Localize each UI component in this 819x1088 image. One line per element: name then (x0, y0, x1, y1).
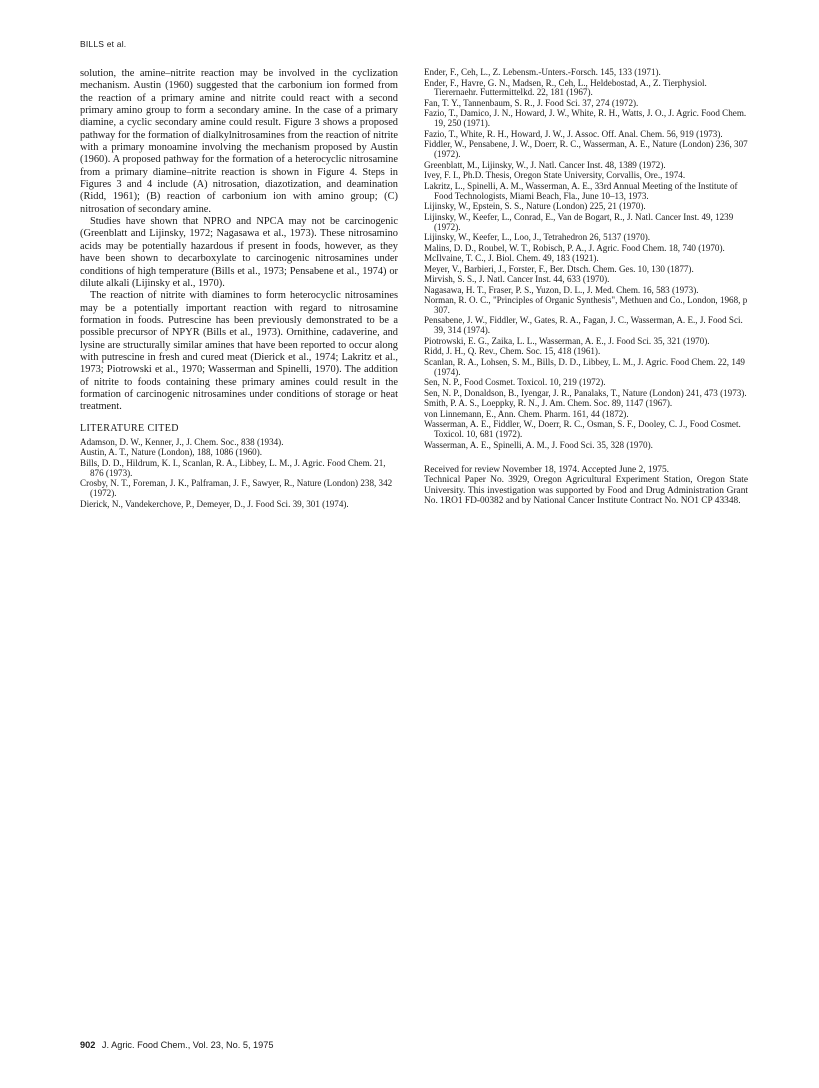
reference-item: Lijinsky, W., Epstein, S. S., Nature (London) 225, 21 (1970). (424, 201, 646, 212)
reference-item: von Linnemann, E., Ann. Chem. Pharm. 161, 44 (1872). (424, 408, 629, 419)
reference-item: Sen, N. P., Food Cosmet. Toxicol. 10, 219 (1972). (424, 377, 606, 388)
funding-note: Technical Paper No. 3929, Oregon Agricultural Experiment Station, Oregon State University. This investigation was supported by Food and Drug Administration Grant No. 1RO1 FD-00382 and by National Cancer Institute Contract No. NO1 CP 43348. (424, 475, 748, 507)
journal-citation: J. Agric. Food Chem., Vol. 23, No. 5, 1975 (101, 1040, 274, 1050)
reference-list (80, 438, 398, 510)
reference-item: Norman, R. O. C., "Principles of Organic Synthesis", Methuen and Co., London, 1968, p 307. (424, 295, 748, 315)
reference-item: Bills, D. D., Hildrum, K. I., Scanlan, R. A., Libbey, L. M., J. Agric. Food Chem. 21, 876 (1973). (80, 457, 386, 478)
reference-item: Mirvish, S. S., J. Natl. Cancer Inst. 44, 633 (1970). (424, 274, 610, 285)
reference-item: Ridd, J. H., Q. Rev., Chem. Soc. 15, 418 (1961). (424, 346, 601, 357)
reference-item: Ender, F., Havre, G. N., Madsen, R., Ceh, L., Heldebostad, A., Z. Tierphysiol. Tierernaehr. Futtermittelkd. 22, 181 (1967). (424, 77, 707, 98)
right-column (424, 68, 748, 507)
reference-item: Piotrowski, E. G., Zaika, L. L., Wasserman, A. E., J. Food Sci. 35, 321 (1970). (424, 335, 710, 346)
running-head: BILLS et al. (80, 39, 127, 49)
reference-item: Pensabene, J. W., Fiddler, W., Gates, R. A., Fagan, J. C., Wasserman, A. E., J. Food Sci. 39, 314 (1974). (424, 315, 743, 336)
page-number: 902 (80, 1040, 96, 1050)
received-note (424, 465, 748, 507)
reference-item: Smith, P. A. S., Loeppky, R. N., J. Am. Chem. Soc. 89, 1147 (1967). (424, 398, 673, 409)
left-column (80, 68, 398, 510)
literature-cited-heading: LITERATURE CITED (80, 422, 179, 434)
reference-item: Wasserman, A. E., Fiddler, W., Doerr, R. C., Osman, S. F., Dooley, C. J., Food Cosmet. Toxicol. 10, 681 (1972). (424, 419, 741, 440)
reference-item: Malins, D. D., Roubel, W. T., Robisch, P. A., J. Agric. Food Chem. 18, 740 (1970). (424, 242, 725, 253)
reference-item: Ivey, F. I., Ph.D. Thesis, Oregon State University, Corvallis, Ore., 1974. (424, 170, 686, 181)
reference-item: Ender, F., Ceh, L., Z. Lebensm.-Unters.-Forsch. 145, 133 (1971). (424, 67, 661, 77)
reference-item: Wasserman, A. E., Spinelli, A. M., J. Food Sci. 35, 328 (1970). (424, 439, 653, 450)
reference-item: Lakritz, L., Spinelli, A. M., Wasserman, A. E., 33rd Annual Meeting of the Institute of Food Technologists, Miami Beach, Fla., June 10–13, 1973. (424, 180, 738, 201)
reference-item: Fan, T. Y., Tannenbaum, S. R., J. Food Sci. 37, 274 (1972). (424, 97, 639, 108)
reference-item: Lijinsky, W., Keefer, L., Loo, J., Tetrahedron 26, 5137 (1970). (424, 232, 651, 243)
reference-item: Dierick, N., Vandekerchove, P., Demeyer, D., J. Food Sci. 39, 301 (1974). (80, 498, 349, 509)
reference-item: Crosby, N. T., Foreman, J. K., Palframan, J. F., Sawyer, R., Nature (London) 238, 342 (1972). (80, 478, 393, 499)
page-footer (80, 1040, 274, 1050)
reference-item: Meyer, V., Barbieri, J., Forster, F., Ber. Dtsch. Chem. Ges. 10, 130 (1877). (424, 263, 694, 274)
body-paragraph: solution, the amine–nitrite reaction may be involved in the cyclization mechanism. Austin (1960) suggested that the carbonium ion formed from the reaction of a primary amine and nitrite could react with a second primary amino group to form a secondary amine. In the case of a primary diamine, a cyclic secondary amine could result. Figure 3 shows a proposed pathway for the formation of dialkylnitrosamines from the reaction of nitrite with a primary monoamine involving the mechanism proposed by Austin (1960). A proposed pathway for the formation of a heterocyclic nitrosamine from a primary diamine–nitrite reaction is shown in Figure 4. Steps in Figures 3 and 4 include (A) nitrosation, diazotization, and deamination (Ridd, 1961); (B) reaction of carbonium ion with amino group; (C) nitrosation of secondary amine. (80, 68, 398, 215)
reference-item: Lijinsky, W., Keefer, L., Conrad, E., Van de Bogart, R., J. Natl. Cancer Inst. 49, 1239 (1972). (424, 211, 734, 232)
reference-item: Greenblatt, M., Lijinsky, W., J. Natl. Cancer Inst. 48, 1389 (1972). (424, 159, 666, 170)
reference-list (424, 68, 748, 451)
body-paragraph: Studies have shown that NPRO and NPCA may not be carcinogenic (Greenblatt and Lijinsky, 1972; Nagasawa et al., 1973). These nitrosamino acids may be potentially hazardous if present in foods, however, as they have been shown to decarboxylate to carcinogenic nitrosamines under conditions of high temperature (Bills et al., 1973; Pensabene et al., 1974) or dilute alkali (Lijinsky et al., 1970). (80, 216, 398, 289)
received-dates: Received for review November 18, 1974. Accepted June 2, 1975. (424, 464, 669, 475)
body-paragraph: The reaction of nitrite with diamines to form heterocyclic nitrosamines may be a potentially important reaction with regard to nitrosamine formation in foods. Putrescine has been previously demonstrated to be a possible precursor of NPYR (Bills et al., 1973). Ornithine, cadaverine, and lysine are structurally similar amines that have been reported to occur along with putrescine in fresh and cured meat (Dierick et al., 1974; Lakritz et al., 1973; Piotrowski et al., 1970; Wasserman and Spinelli, 1970). The addition of nitrite to foods containing these primary amines could result in the formation of carcinogenic nitrosamines under conditions of storage or heat treatment. (80, 290, 398, 413)
reference-item: Fiddler, W., Pensabene, J. W., Doerr, R. C., Wasserman, A. E., Nature (London) 236, 307 (1972). (424, 139, 748, 160)
reference-item: Austin, A. T., Nature (London), 188, 1086 (1960). (80, 447, 263, 458)
reference-item: Nagasawa, H. T., Fraser, P. S., Yuzon, D. L., J. Med. Chem. 16, 583 (1973). (424, 284, 699, 295)
reference-item: Adamson, D. W., Kenner, J., J. Chem. Soc., 838 (1934). (80, 436, 284, 447)
reference-item: McIlvaine, T. C., J. Biol. Chem. 49, 183 (1921). (424, 253, 599, 264)
reference-item: Fazio, T., Damico, J. N., Howard, J. W., White, R. H., Watts, J. O., J. Agric. Food Chem. 19, 250 (1971). (424, 108, 747, 129)
reference-item: Fazio, T., White, R. H., Howard, J. W., J. Assoc. Off. Anal. Chem. 56, 919 (1973). (424, 128, 723, 139)
reference-item: Scanlan, R. A., Lohsen, S. M., Bills, D. D., Libbey, L. M., J. Agric. Food Chem. 22, 149 (1974). (424, 356, 745, 377)
reference-item: Sen, N. P., Donaldson, B., Iyengar, J. R., Panalaks, T., Nature (London) 241, 473 (1973). (424, 387, 747, 398)
